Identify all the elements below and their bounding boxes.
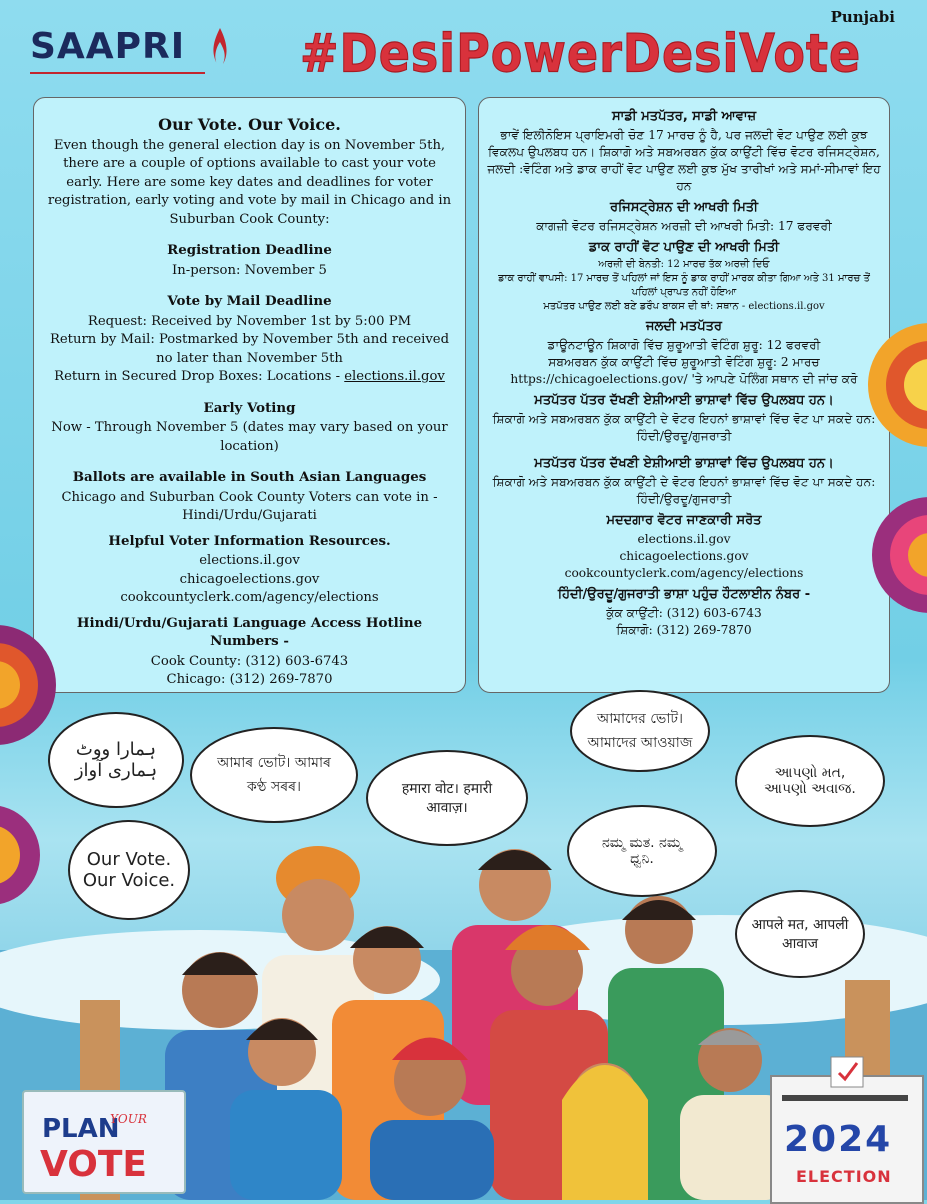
- speech-bubble-marathi: आपले मत, आपली आवाज: [735, 890, 865, 978]
- mandala-decoration: [862, 490, 927, 620]
- mandala-decoration: [862, 315, 927, 455]
- vote-text: VOTE: [40, 1144, 147, 1185]
- speech-bubble-english: Our Vote. Our Voice.: [68, 820, 190, 920]
- english-intro: Even though the general election day is on November 5th, there are a couple of options available to cast your vote early. Here are some key dates and deadlines for voter registration, early voting and vote by mail in Chicago and in Suburban Cook County:: [47, 137, 452, 227]
- punjabi-ballot-text: ਸ਼ਿਕਾਗੋ ਅਤੇ ਸਬਅਰਬਨ ਕੁੱਕ ਕਾਉਂਟੀ ਦੇ ਵੋਟਰ ਇਹਨਾਂ ਭਾਸ਼ਾਵਾਂ ਵਿੱਚ ਵੋਟ ਪਾ ਸਕਦੇ ਹਨ: ਹਿੰਦੀ/ਉਰਦੂ/ਗੁਜਰਾਤੀ: [492, 412, 876, 443]
- speech-bubble-kannada: ನಮ್ಮ ಮತ. ನಮ್ಮ ಧ್ವನಿ.: [567, 805, 717, 897]
- hotline-number: Cook County: (312) 603-6743: [150, 653, 349, 669]
- punjabi-info-panel: [478, 97, 890, 693]
- registration-section: [44, 241, 455, 280]
- punjabi-ballot-title: ਮਤਪੱਤਰ ਪੱਤਰ ਦੱਖਣੀ ਏਸ਼ੀਆਈ ਭਾਸ਼ਾਵਾਂ ਵਿੱਚ ਉਪਲਬਧ ਹਨ।: [534, 393, 834, 408]
- punjabi-early-title: ਜਲਦੀ ਮਤਪੱਤਰ: [646, 319, 722, 334]
- punjabi-early-text: ਸਬਅਰਬਨ ਕੁੱਕ ਕਾਉਂਟੀ ਵਿੱਚ ਸ਼ੁਰੂਆਤੀ ਵੋਟਿੰਗ ਸ਼ੁਰੂ: 2 ਮਾਰਚ: [548, 355, 820, 369]
- ballot-title: Ballots are available in South Asian Languages: [72, 469, 427, 485]
- punjabi-ballot-text: ਸ਼ਿਕਾਗੋ ਅਤੇ ਸਬਅਰਬਨ ਕੁੱਕ ਕਾਉਂਟੀ ਦੇ ਵੋਟਰ ਇਹਨਾਂ ਭਾਸ਼ਾਵਾਂ ਵਿੱਚ ਵੋਟ ਪਾ ਸਕਦੇ ਹਨ: ਹਿੰਦੀ/ਉਰਦੂ/ਗੁਜਰਾਤੀ: [492, 475, 876, 506]
- english-title: Our Vote. Our Voice.: [158, 115, 341, 134]
- your-text: YOUR: [110, 1112, 147, 1126]
- logo-text: SAAPRI: [30, 26, 186, 67]
- election-2024-badge: [770, 1075, 924, 1204]
- english-info-panel: [33, 97, 466, 693]
- punjabi-intro: ਭਾਵੇਂ ਇਲੀਨੋਇਸ ਪ੍ਰਾਇਮਰੀ ਚੋਣ 17 ਮਾਰਚ ਨੂੰ ਹੈ, ਪਰ ਜਲਦੀ ਵੋਟ ਪਾਉਣ ਲਈ ਕੁਝ ਵਿਕਲਪ ਉਪਲਬਧ ਹਨ। ਸ਼ਿਕਾਗੋ ਅਤੇ ਸਬਅਰਬਨ ਕੁੱਕ ਕਾਉਂਟੀ ਵਿੱਚ ਵੋਟਰ ਰਜਿਸਟ੍ਰੇਸ਼ਨ, ਜਲਦੀ :ਵੋਟਿੰਗ ਅਤੇ ਡਾਕ ਰਾਹੀਂ ਵੋਟ ਪਾਉਣ ਲਈ ਕੁਝ ਮੁੱਖ ਤਾਰੀਖਾਂ ਅਤੇ ਸਮਾਂ-ਸੀਮਾਵਾਂ ਇਹ ਹਨ: [487, 128, 881, 193]
- hotline-number: ਸ਼ਿਕਾਗੋ: (312) 269-7870: [616, 623, 752, 637]
- elections-link[interactable]: elections.il.gov: [344, 369, 445, 384]
- speech-bubble-urdu: ہمارا ووٹ ہماری آواز: [48, 712, 184, 808]
- saapri-logo: [30, 22, 230, 72]
- resource-link[interactable]: elections.il.gov: [637, 532, 731, 546]
- resource-link[interactable]: cookcountyclerk.com/agency/elections: [120, 590, 379, 605]
- plan-your-vote-badge: [22, 1090, 186, 1194]
- flame-icon: [205, 24, 235, 72]
- logo-underline: [30, 72, 205, 74]
- speech-bubble-assamese: আমাৰ ভোট। আমাৰ কণ্ঠ সৰৰ।: [190, 727, 358, 823]
- election-label: ELECTION: [796, 1167, 892, 1186]
- speech-bubble-hindi: हमारा वोट। हमारी आवाज़।: [366, 750, 528, 846]
- ballot-section: [44, 468, 455, 526]
- hotline-number: Chicago: (312) 269-7870: [166, 672, 333, 687]
- punjabi-early-link[interactable]: https://chicagoelections.gov/ 'ਤੇ ਆਪਣੇ ਪੋਲਿੰਗ ਸਥਾਨ ਦੀ ਜਾਂਚ ਕਰੋ: [510, 372, 858, 386]
- hashtag-title: #DesiPowerDesiVote: [300, 22, 862, 85]
- early-voting-text: Now - Through November 5 (dates may vary based on your location): [51, 420, 448, 454]
- election-year: 2024: [784, 1119, 893, 1160]
- resource-link[interactable]: elections.il.gov: [199, 553, 300, 568]
- language-label: Punjabi: [830, 8, 895, 26]
- resource-link[interactable]: chicagoelections.gov: [619, 549, 749, 563]
- registration-text: In-person: November 5: [172, 262, 327, 278]
- ballot-slot: [782, 1095, 908, 1101]
- speech-bubble-bengali: আমাদের ভোট। আমাদের আওয়াজ: [570, 690, 710, 772]
- hotline-title: Hindi/Urdu/Gujarati Language Access Hotline Numbers -: [76, 614, 423, 649]
- mail-title: Vote by Mail Deadline: [167, 293, 332, 309]
- punjabi-mail-dropbox: ਮਤਪੱਤਰ ਪਾਉਣ ਲਈ ਬਣੇ ਡਰੌਪ ਬਾਕਸ ਦੀ ਥਾਂ: ਸਥਾਨ - elections.il.gov: [543, 301, 825, 312]
- punjabi-early-text: ਡਾਊਨਟਾਊਨ ਸ਼ਿਕਾਗੋ ਵਿੱਚ ਸ਼ੁਰੂਆਤੀ ਵੋਟਿੰਗ ਸ਼ੁਰੂ: 12 ਫਰਵਰੀ: [547, 338, 821, 352]
- punjabi-registration-title: ਰਜਿਸਟ੍ਰੇਸ਼ਨ ਦੀ ਆਖਰੀ ਮਿਤੀ: [610, 200, 758, 215]
- ballot-text: Chicago and Suburban Cook County Voters can vote in - Hindi/Urdu/Gujarati: [61, 489, 438, 523]
- hotline-section: [44, 614, 455, 690]
- punjabi-hotline-title: ਹਿੰਦੀ/ਉਰਦੂ/ਗੁਜਰਾਤੀ ਭਾਸ਼ਾ ਪਹੁੰਚ ਹੌਟਲਾਈਨ ਨੰਬਰ -: [557, 587, 811, 602]
- punjabi-mail-request: ਅਰਜ਼ੀ ਦੀ ਬੇਨਤੀ: 12 ਮਾਰਚ ਤੱਕ ਅਰਜ਼ੀ ਦਿਓ: [598, 259, 770, 270]
- resources-section: [44, 532, 455, 608]
- punjabi-mail-return: ਡਾਕ ਰਾਹੀਂ ਵਾਪਸੀ: 17 ਮਾਰਚ ਤੋਂ ਪਹਿਲਾਂ ਜਾਂ ਇਸ ਨੂੰ ਡਾਕ ਰਾਹੀਂ ਮਾਰਕ ਕੀਤਾ ਗਿਆ ਅਤੇ 31 ਮਾਰਚ ਤੋਂ ਪਹਿਲਾਂ ਪ੍ਰਾਪਤ ਨਹੀਂ ਹੋਇਆ: [498, 273, 870, 298]
- speech-bubble-gujarati: આપણો મત, આપણો અવાજ.: [735, 735, 885, 827]
- ballot-paper-icon: [827, 1053, 867, 1089]
- mail-return: Return by Mail: Postmarked by November 5th and received no later than November 5th: [49, 332, 450, 366]
- punjabi-mail-title: ਡਾਕ ਰਾਹੀਂ ਵੋਟ ਪਾਉਣ ਦੀ ਆਖਰੀ ਮਿਤੀ: [588, 240, 780, 255]
- mail-section: [44, 292, 455, 387]
- punjabi-resources-title: ਮਦਦਗਾਰ ਵੋਟਰ ਜਾਣਕਾਰੀ ਸਰੋਤ: [606, 513, 762, 528]
- punjabi-title: ਸਾਡੀ ਮਤਪੱਤਰ, ਸਾਡੀ ਆਵਾਜ਼: [611, 109, 757, 124]
- resource-link[interactable]: chicagoelections.gov: [179, 571, 320, 587]
- mail-dropbox: [44, 368, 455, 387]
- mail-request: Request: Received by November 1st by 5:00 PM: [87, 313, 412, 329]
- resources-title: Helpful Voter Information Resources.: [108, 532, 391, 549]
- mail-dropbox-prefix: Return in Secured Drop Boxes: Locations -: [54, 369, 345, 384]
- punjabi-ballot-title: ਮਤਪੱਤਰ ਪੱਤਰ ਦੱਖਣੀ ਏਸ਼ੀਆਈ ਭਾਸ਼ਾਵਾਂ ਵਿੱਚ ਉਪਲਬਧ ਹਨ।: [534, 456, 834, 471]
- early-voting-section: [44, 399, 455, 457]
- registration-title: Registration Deadline: [167, 242, 332, 258]
- early-voting-title: Early Voting: [203, 399, 296, 416]
- hotline-number: ਕੁੱਕ ਕਾਉਂਟੀ: (312) 603-6743: [606, 606, 762, 620]
- resource-link[interactable]: cookcountyclerk.com/agency/elections: [564, 566, 804, 580]
- punjabi-registration-text: ਕਾਗਜ਼ੀ ਵੋਟਰ ਰਜਿਸਟ੍ਰੇਸ਼ਨ ਅਰਜ਼ੀ ਦੀ ਆਖਰੀ ਮਿਤੀ: 17 ਫਰਵਰੀ: [536, 219, 832, 233]
- plan-text: PLAN: [42, 1114, 120, 1144]
